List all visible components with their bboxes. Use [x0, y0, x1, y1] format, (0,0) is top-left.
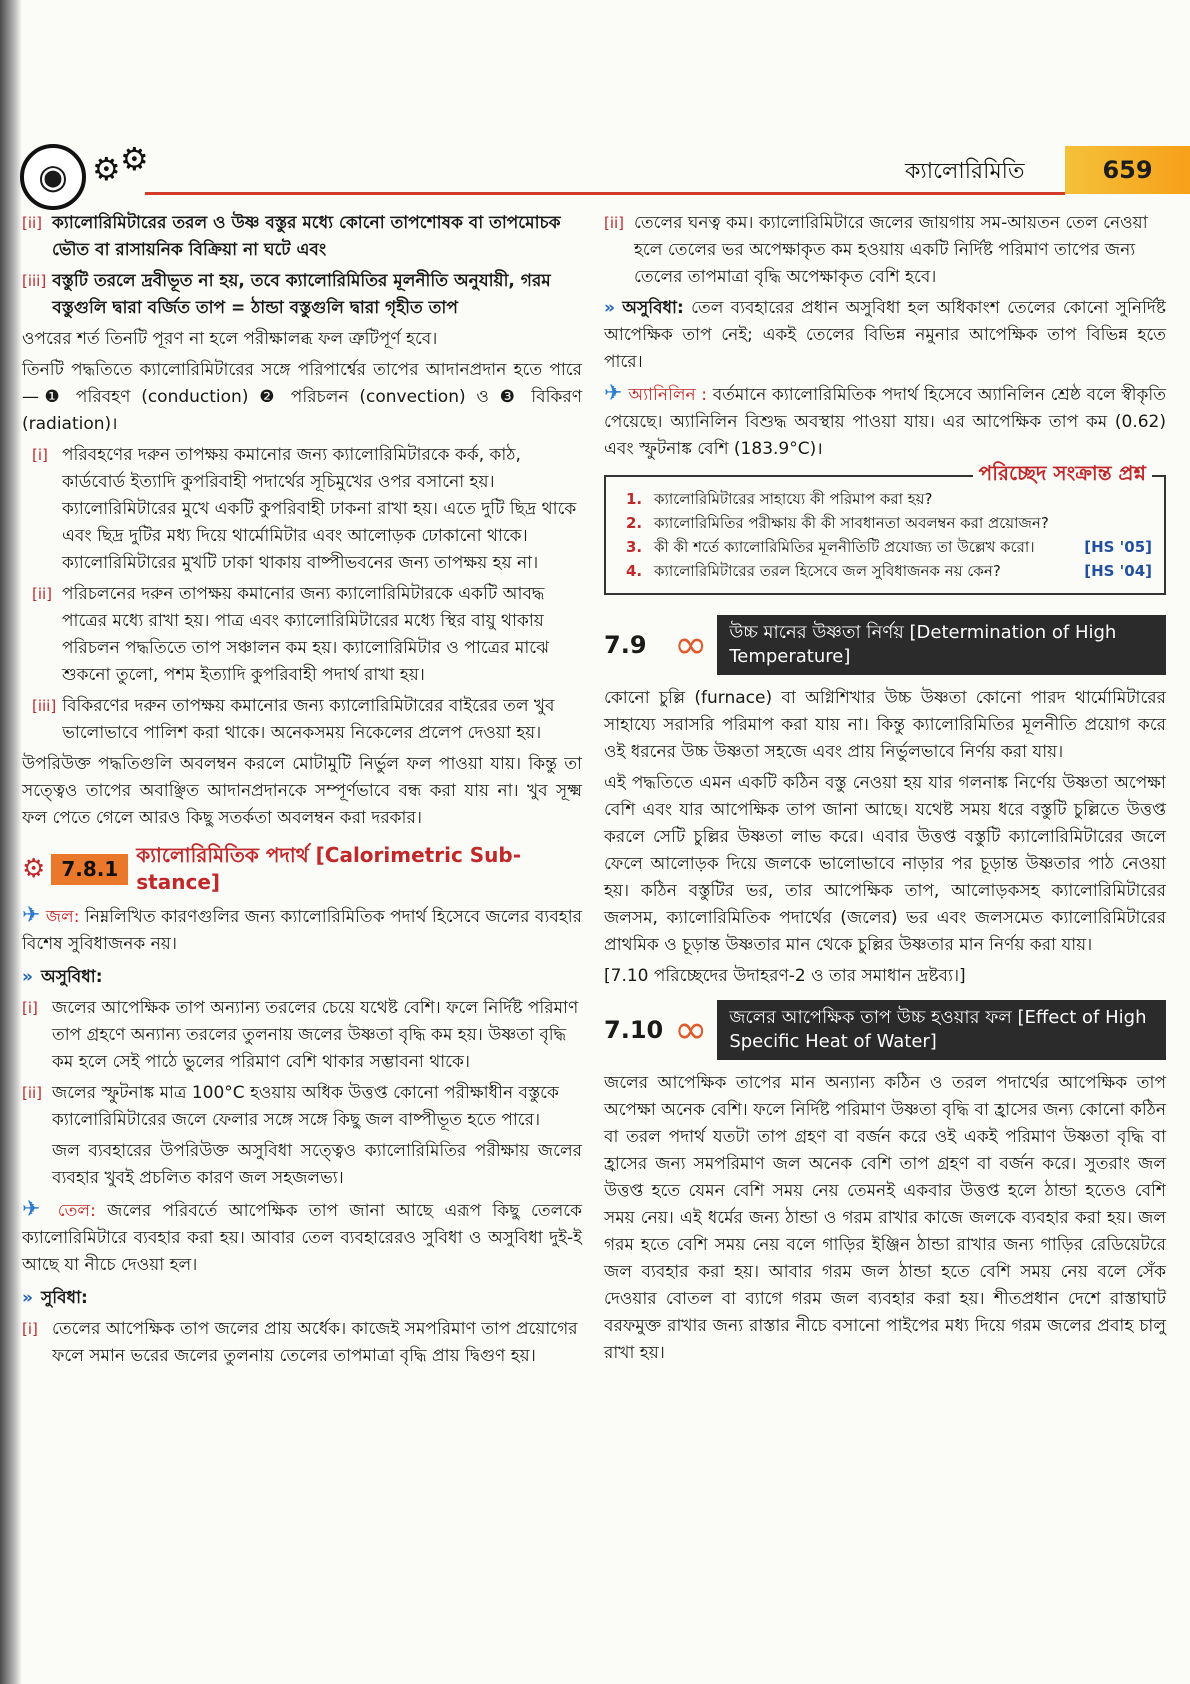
section-heading-7-9 [604, 615, 1166, 675]
item-marker: [i] [22, 999, 38, 1017]
oil-disadvantage-label: অসুবিধা: [622, 298, 684, 318]
section-questions-box [604, 461, 1166, 595]
question-row [626, 535, 1152, 559]
header-rule [145, 192, 1065, 195]
oil-text: জলের পরিবর্তে আপেক্ষিক তাপ জানা আছে এরূপ কিছু তেলকে ক্যালোরিমিটারে ব্যবহার করা হয়। আবার তেল ব্যবহারেরও সুবিধা ও অসুবিধা দুই-ই আছে যা নীচে দেওয়া হল। [22, 1201, 582, 1275]
left-column [22, 210, 582, 1374]
section-heading-7-10 [604, 1000, 1166, 1060]
paragraph: জল ব্যবহারের উপরিউক্ত অসুবিধা সত্ত্বেও ক্যালোরিমিতির পরীক্ষায় জলের ব্যবহার খুবই প্রচলিত কারণ জল সহজলভ্য। [52, 1141, 582, 1188]
water-text: নিম্নলিখিত কারণগুলির জন্য ক্যালোরিমিতিক পদার্থ হিসেবে জলের ব্যবহার বিশেষ সুবিধাজনক নয়। [22, 907, 582, 954]
chapter-title: ক্যালোরিমিতি [905, 159, 1025, 184]
aniline-label: অ্যানিলিন : [628, 385, 708, 405]
section-number: 7.9 [604, 630, 647, 659]
question-row [626, 511, 1152, 535]
question-number: 1. [626, 490, 643, 508]
question-text: ক্যালোরিমিটারের সাহায্যে কী পরিমাপ করা হয়? [654, 490, 933, 508]
double-chevron-icon: » [22, 1288, 33, 1308]
paragraph: কোনো চুল্লি (furnace) বা অগ্নিশিখার উচ্চ উষ্ণতা কোনো পারদ থার্মোমিটারের সাহায্যে সরাসরি পরিমাপ করা যায় না। কিন্তু ক্যালোরিমিতির মূলনীতি প্রয়োগ করে ওই ধরনের উচ্চ উষ্ণতা সহজে এবং প্রায় নির্ভুলভাবে নির্ণয় করা যায়। [604, 688, 1166, 762]
paragraph: ওপরের শর্ত তিনটি পূরণ না হলে পরীক্ষালব্ধ ফল ত্রুটিপূর্ণ হবে। [22, 329, 438, 349]
disadvantage-heading [22, 964, 582, 991]
section-title: উচ্চ মানের উষ্ণতা নির্ণয় [Determination of High Temperature] [717, 615, 1166, 675]
paragraph: তিনটি পদ্ধতিতে ক্যালোরিমিটারের সঙ্গে পরিপার্শ্বের তাপের আদানপ্রদান হতে পারে—❶ পরিবহণ (conduction) ❷ পরিচলন (convection) ও ❸ বিকিরণ (radiation)। [22, 360, 582, 434]
loss-text: পরিচলনের দরুন তাপক্ষয় কমানোর জন্য ক্যালোরিমিটারকে একটি আবদ্ধ পাত্রের মধ্যে রাখা হয়। পাত্র এবং ক্যালোরিমিটারের মধ্যে স্থির বায়ু থাকায় পরিচলন পদ্ধতিতে তাপ সঞ্চালন কম হয়। ক্যালোরিমিটার ও পাত্রের মাঝে শুকনো তুলো, পশম ইত্যাদি কুপরিবাহী পদার্থ রাখা হয়। [62, 584, 549, 685]
question-row [626, 559, 1152, 583]
page-header [20, 140, 1190, 210]
paper-plane-icon: ✈ [604, 381, 623, 406]
paragraph [22, 902, 582, 958]
loss-text: বিকিরণের দরুন তাপক্ষয় কমানোর জন্য ক্যালোরিমিটারের বাইরের তল খুব ভালোভাবে পালিশ করা থাকে। অনেকসময় নিকেলের প্রলেপ দেওয়া হয়। [62, 696, 555, 743]
question-text: ক্যালোরিমিতির পরীক্ষায় কী কী সাবধানতা অবলম্বন করা প্রয়োজন? [654, 514, 1049, 532]
double-chevron-icon: » [22, 967, 33, 987]
advantage-text: তেলের ঘনত্ব কম। ক্যালোরিমিটারে জলের জায়গায় সম-আয়তন তেল নেওয়া হলে তেলের ভর অপেক্ষাকৃত কম হওয়ায় একটি নির্দিষ্ট পরিমাণ তাপের জন্য তেলের তাপমাত্রা বৃদ্ধি অপেক্ষাকৃত বেশি হবে। [634, 213, 1148, 287]
infinity-icon: ∞ [674, 622, 708, 668]
subsection-heading [22, 842, 582, 896]
advantage-item [22, 1316, 582, 1370]
question-number: 3. [626, 538, 643, 556]
paper-plane-icon: ✈ [22, 903, 41, 928]
condition-item [22, 210, 582, 264]
disadvantage-text: জলের স্ফুটনাঙ্ক মাত্র 100°C হওয়ায় অধিক উত্তপ্ত কোনো পরীক্ষাধীন বস্তুকে ক্যালোরিমিটারের জলে ফেলার সঙ্গে সঙ্গে কিছু জল বাষ্পীভূত হতে পারে। [52, 1083, 559, 1130]
page-number: 659 [1065, 146, 1190, 194]
aniline-text: বর্তমানে ক্যালোরিমিতিক পদার্থ হিসেবে অ্যানিলিন শ্রেষ্ঠ বলে স্বীকৃতি পেয়েছে। অ্যানিলিন বিশুদ্ধ অবস্থায় পাওয়া যায়। এর আপেক্ষিক তাপ কম (0.62) এবং স্ফুটনাঙ্ক বেশি (183.9°C)। [604, 385, 1167, 459]
loss-item [32, 581, 582, 689]
item-marker: [ii] [32, 585, 53, 603]
paper-plane-icon: ✈ [22, 1197, 47, 1222]
question-number: 4. [626, 562, 643, 580]
loss-item [32, 442, 582, 577]
item-marker: [i] [22, 1320, 38, 1338]
subsection-title: ক্যালোরিমিতিক পদার্থ [Calorimetric Sub-stance] [136, 843, 522, 894]
advantage-heading [22, 1285, 582, 1312]
section-number: 7.10 [604, 1015, 664, 1044]
binding-shadow [0, 0, 22, 1684]
question-text: ক্যালোরিমিটারের তরল হিসেবে জল সুবিধাজনক নয় কেন? [654, 562, 1001, 580]
advantage-text: তেলের আপেক্ষিক তাপ জলের প্রায় অর্ধেক। কাজেই সমপরিমাণ তাপ প্রয়োগের ফলে সমান ভরের জলের তুলনায় তেলের তাপমাত্রা বৃদ্ধি প্রায় দ্বিগুণ হয়। [52, 1319, 578, 1366]
heading-text: সুবিধা: [40, 1288, 88, 1308]
item-marker: [ii] [22, 1084, 43, 1102]
question-text: কী কী শর্তে ক্যালোরিমিতির মূলনীতিটি প্রযোজ্য তা উল্লেখ করো। [654, 538, 1035, 556]
disadvantage-item [22, 995, 582, 1076]
loss-text: পরিবহণের দরুন তাপক্ষয় কমানোর জন্য ক্যালোরিমিটারকে কর্ক, কাঠ, কার্ডবোর্ড ইত্যাদি কুপরিবাহী পদার্থের সূচিমুখের ওপর বসানো হয়। ক্যালোরিমিটারের মুখে একটি কুপরিবাহী ঢাকনা রাখা হয়। এতে দুটি ছিদ্র থাকে এবং ছিদ্র দুটির মধ্য দিয়ে থার্মোমিটার এবং আলোড়ক ঢোকানো থাকে। ক্যালোরিমিটারের মুখটি ঢাকা থাকায় বাষ্পীভবনের জন্য তাপক্ষয় হয় না। [62, 445, 577, 573]
questions-title: পরিচ্ছেদ সংক্রান্ত প্রশ্ন [973, 461, 1152, 485]
water-label: জল: [45, 907, 80, 927]
condition-text: ক্যালোরিমিটারের তরল ও উষ্ণ বস্তুর মধ্যে কোনো তাপশোষক বা তাপমোচক ভৌত বা রাসায়নিক বিক্রিয়া না ঘটে এবং [52, 213, 561, 260]
brain-logo-icon: ◉ [20, 144, 86, 210]
item-marker: [iii] [32, 697, 57, 715]
item-marker: [ii] [22, 214, 43, 232]
item-marker: [ii] [604, 214, 625, 232]
heading-text: অসুবিধা: [40, 967, 103, 987]
infinity-icon: ∞ [674, 1007, 708, 1053]
question-number: 2. [626, 514, 643, 532]
paragraph: উপরিউক্ত পদ্ধতিগুলি অবলম্বন করলে মোটামুটি নির্ভুল ফল পাওয়া যায়। কিন্তু তা সত্ত্বেও তাপের অবাঞ্ছিত আদানপ্রদানকে সম্পূর্ণভাবে বন্ধ করা যায় না। খুব সূক্ষ্ম ফল পেতে গেলে আরও কিছু সতর্কতা অবলম্বন করা দরকার। [22, 754, 582, 828]
question-tag: [HS '05] [1084, 538, 1152, 556]
paragraph [604, 295, 1166, 376]
paragraph: এই পদ্ধতিতে এমন একটি কঠিন বস্তু নেওয়া হয় যার গলনাঙ্ক নির্ণেয় উষ্ণতা অপেক্ষা বেশি এবং যার আপেক্ষিক তাপ জানা আছে। যথেষ্ট সময় ধরে বস্তুটি চুল্লিতে উত্তপ্ত করলে সেটি চুল্লির উষ্ণতা লাভ করে। এবার উত্তপ্ত বস্তুটি ক্যালোরিমিটারের জলে ফেলে আলোড়ক দিয়ে জলকে ভালোভাবে নাড়ার পর চূড়ান্ত উষ্ণতার পাঠ নেওয়া হয়। কঠিন বস্তুটির ভর, তার আপেক্ষিক তাপ, আলোড়কসহ ক্যালোরিমিটারের জলসম, ক্যালোরিমিতিক পদার্থের (জলের) ভর এবং জলসমেত ক্যালোরিমিটারের প্রাথমিক ও চূড়ান্ত উষ্ণতার মান থেকে চুল্লির উষ্ণতার মান নির্ণয় করা যায়। [604, 773, 1166, 955]
gears-icon: ⚙ [22, 853, 46, 884]
section-title: জলের আপেক্ষিক তাপ উচ্চ হওয়ার ফল [Effect of High Specific Heat of Water] [717, 1000, 1166, 1060]
double-chevron-icon: » [604, 298, 615, 318]
oil-label: তেল: [57, 1201, 96, 1221]
advantage-item [604, 210, 1166, 291]
question-row [626, 487, 1152, 511]
subsection-number: 7.8.1 [51, 854, 128, 885]
disadvantage-item [22, 1080, 582, 1134]
condition-item [22, 268, 582, 322]
loss-item [32, 693, 582, 747]
disadvantage-text: জলের আপেক্ষিক তাপ অন্যান্য তরলের চেয়ে যথেষ্ট বেশি। ফলে নির্দিষ্ট পরিমাণ তাপ গ্রহণে অন্যান্য তরলের তুলনায় জলের উষ্ণতা বৃদ্ধি কম হয়। উষ্ণতা বৃদ্ধি কম হলে সেই পাঠে ভুলের পরিমাণ বেশি থাকার সম্ভাবনা থাকে। [52, 998, 579, 1072]
item-marker: [i] [32, 446, 48, 464]
paragraph [22, 1196, 582, 1279]
right-column [604, 210, 1166, 1371]
paragraph [604, 380, 1166, 463]
oil-disadvantage-text: তেল ব্যবহারের প্রধান অসুবিধা হল অধিকাংশ তেলের কোনো সুনির্দিষ্ট আপেক্ষিক তাপ নেই; একই তেলের বিভিন্ন নমুনার আপেক্ষিক তাপ বিভিন্ন হতে পারে। [604, 298, 1166, 372]
condition-text: বস্তুটি তরলে দ্রবীভূত না হয়, তবে ক্যালোরিমিতির মূলনীতি অনুযায়ী, গরম বস্তুগুলি দ্বারা বর্জিত তাপ = ঠান্ডা বস্তুগুলি দ্বারা গৃহীত তাপ [52, 271, 551, 318]
question-tag: [HS '04] [1084, 562, 1152, 580]
paragraph: জলের আপেক্ষিক তাপের মান অন্যান্য কঠিন ও তরল পদার্থের আপেক্ষিক তাপ অপেক্ষা অনেক বেশি। ফলে নির্দিষ্ট পরিমাণ উষ্ণতা বৃদ্ধি বা হ্রাসের জন্য কোনো কঠিন বা তরল পদার্থ যতটা তাপ গ্রহণ বা বর্জন করে ওই একই পরিমাণ উষ্ণতা বৃদ্ধি বা হ্রাসের জন্য সমপরিমাণ জল অনেক বেশি তাপ গ্রহণ বা বর্জন করে। সুতরাং জল উত্তপ্ত হতে যেমন বেশি সময় নেয় তেমনই একবার উত্তপ্ত হলে ঠান্ডা হতেও বেশি সময় নেয়। এই ধর্মের জন্য ঠান্ডা ও গরম রাখার কাজে জলকে ব্যবহার করা হয়। জল গরম হতে বেশি সময় নেয় বলে গাড়ির ইঞ্জিন ঠান্ডা রাখার জন্য গাড়ির রেডিয়েটরে জল ব্যবহার করা হয়। আবার গরম জল ঠান্ডা হতে বেশি সময় নেয় বলে সেঁক দেওয়ার বোতল বা ব্যাগে গরম জল ব্যবহার করা হয়। শীতপ্রধান দেশে রাস্তাঘাট বরফমুক্ত রাখার জন্য রাস্তার নীচে বসানো পাইপের মধ্য দিয়ে গরম জলের প্রবাহ চালু রাখা হয়। [604, 1073, 1166, 1363]
reference-note: [7.10 পরিচ্ছেদের উদাহরণ-2 ও তার সমাধান দ্রষ্টব্য।] [604, 966, 966, 986]
item-marker: [iii] [22, 272, 47, 290]
gear-icon: ⚙ [120, 140, 149, 178]
gear-icon: ⚙ [92, 150, 121, 188]
